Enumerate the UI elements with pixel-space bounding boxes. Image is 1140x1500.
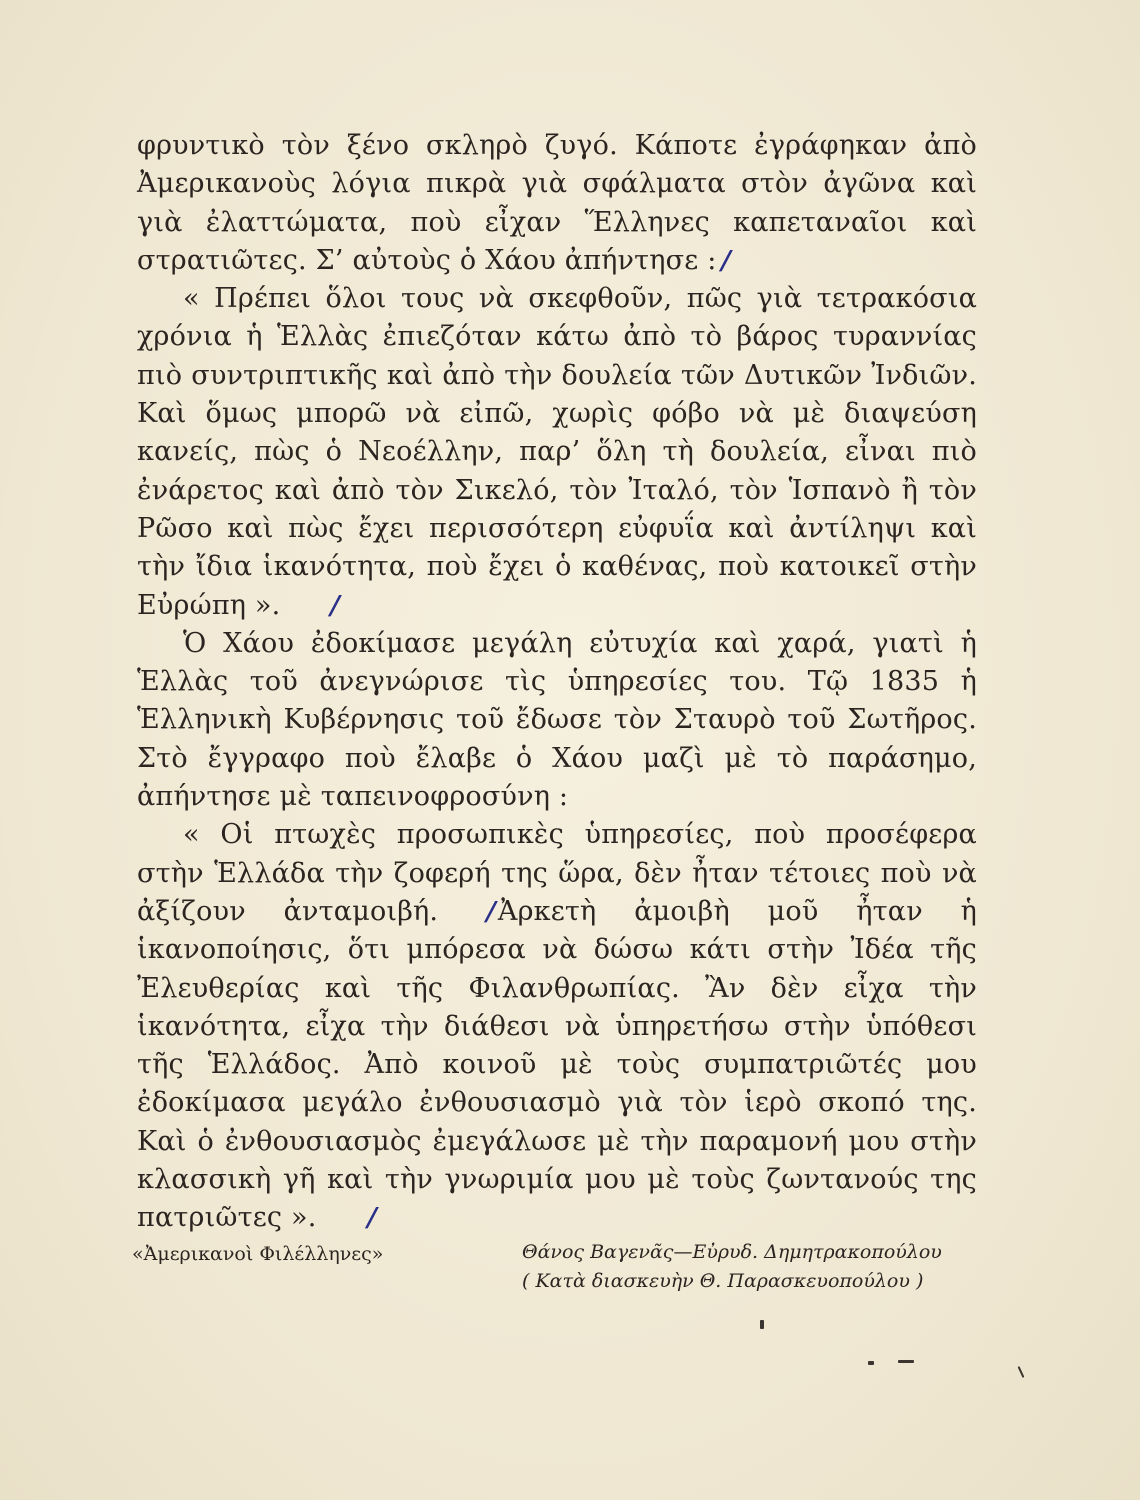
paragraph-3-text: Ὁ Χάου ἐδοκίμασε μεγάλη εὐτυχία καὶ χαρά, γιατὶ ἡ Ἑλλὰς τοῦ ἀνεγνώρισε τὶς ὑπηρεσίες του. Τῷ 1835 ἡ Ἑλληνικὴ Κυβέρνησις τοῦ ἔδωσε τὸν Σταυρὸ τοῦ Σωτῆρος. Στὸ ἔγγραφο ποὺ ἔλαβε ὁ Χάου μαζὶ μὲ τὸ παράσημο, ἀπήντησε μὲ ταπεινοφροσύνη : xyxy=(137,627,977,813)
paragraph-4-quote xyxy=(137,816,977,1237)
paragraph-1 xyxy=(137,127,977,280)
body-text xyxy=(137,127,977,1238)
pen-slash-mark: / xyxy=(363,1203,380,1234)
authors-block xyxy=(522,1238,942,1296)
adaptation-credit: ( Κατὰ διασκευὴν Θ. Παρασκευοπούλου ) xyxy=(522,1270,924,1292)
ink-speck xyxy=(898,1360,914,1363)
paragraph-1-text: φρυντικὸ τὸν ξένο σκληρὸ ζυγό. Κάποτε ἐγράφηκαν ἀπὸ Ἀμερικανοὺς λόγια πικρὰ γιὰ σφάλματα στὸν ἀγῶνα καὶ γιὰ ἐλαττώματα, ποὺ εἶχαν Ἕλληνες καπεταναῖοι καὶ στρατιῶτες. Σ’ αὐτοὺς ὁ Χάου ἀπήντησε : xyxy=(137,130,977,276)
ink-speck xyxy=(760,1320,764,1329)
authors-names: Θάνος Βαγενᾶς—Εὐρυδ. Δημητρακοπούλου xyxy=(522,1241,942,1263)
paragraph-2-text: « Πρέπει ὅλοι τους νὰ σκεφθοῦν, πῶς γιὰ τετρακόσια χρόνια ἡ Ἑλλὰς ἐπιεζόταν κάτω ἀπὸ τὸ βάρος τυραννίας πιὸ συντριπτικῆς καὶ ἀπὸ τὴν δουλεία τῶν Δυτικῶν Ἰνδιῶν. Καὶ ὅμως μπορῶ νὰ εἰπῶ, χωρὶς φόβο νὰ μὲ διαψεύση κανείς, πὼς ὁ Νεοέλλην, παρ’ ὅλη τὴ δουλεία, εἶναι πιὸ ἐνάρετος καὶ ἀπὸ τὸν Σικελό, τὸν Ἰταλό, τὸν Ἱσπανὸ ἢ τὸν Ρῶσο καὶ πὼς ἔχει περισσότερη εὐφυΐα καὶ ἀντίληψι καὶ τὴν ἴδια ἱκανότητα, ποὺ ἔχει ὁ καθένας, ποὺ κατοικεῖ στὴν Εὐρώπη ». xyxy=(137,283,977,621)
pen-slash-mark: / xyxy=(327,590,344,621)
pen-slash-mark: / xyxy=(717,245,734,276)
paragraph-4-text-end: Ἀρκετὴ ἀμοιβὴ μοῦ ἦταν ἡ ἱκανοποίησις, ὅτι μπόρεσα νὰ δώσω κάτι στὴν Ἰδέα τῆς Ἐλευθερίας καὶ τῆς Φιλανθρωπίας. Ἂν δὲν εἶχα τὴν ἱκανότητα, εἶχα τὴν διάθεσι νὰ ὑπηρετήσω στὴν ὑπόθεσι τῆς Ἑλλάδος. Ἀπὸ κοινοῦ μὲ τοὺς συμπατριῶτές μου ἐδοκίμασα μεγάλο ἐνθουσιασμὸ γιὰ τὸν ἱερὸ σκοπό της. Καὶ ὁ ἐνθουσιασμὸς ἐμεγάλωσε μὲ τὴν παραμονή μου στὴν κλασσικὴ γῆ καὶ τὴν γνωριμία μου μὲ τοὺς ζωντανούς της πατριῶτες ». xyxy=(137,895,977,1234)
paragraph-3 xyxy=(137,625,977,816)
ink-speck xyxy=(1018,1366,1025,1378)
ink-speck xyxy=(868,1361,874,1365)
pen-slash-mark: / xyxy=(483,896,500,927)
paragraph-2-quote xyxy=(137,280,977,625)
source-title: «Ἀμερικανοὶ Φιλέλληνες» xyxy=(132,1243,384,1265)
paragraph-4-text-start: « Οἱ πτωχὲς προσωπικὲς ὑπηρεσίες, ποὺ προσέφερα στὴν Ἑλλάδα τὴν ζοφερή της ὥρα, δὲν ἦταν τέτοιες ποὺ νὰ ἀξίζουν ἀνταμοιβή. xyxy=(137,819,977,927)
